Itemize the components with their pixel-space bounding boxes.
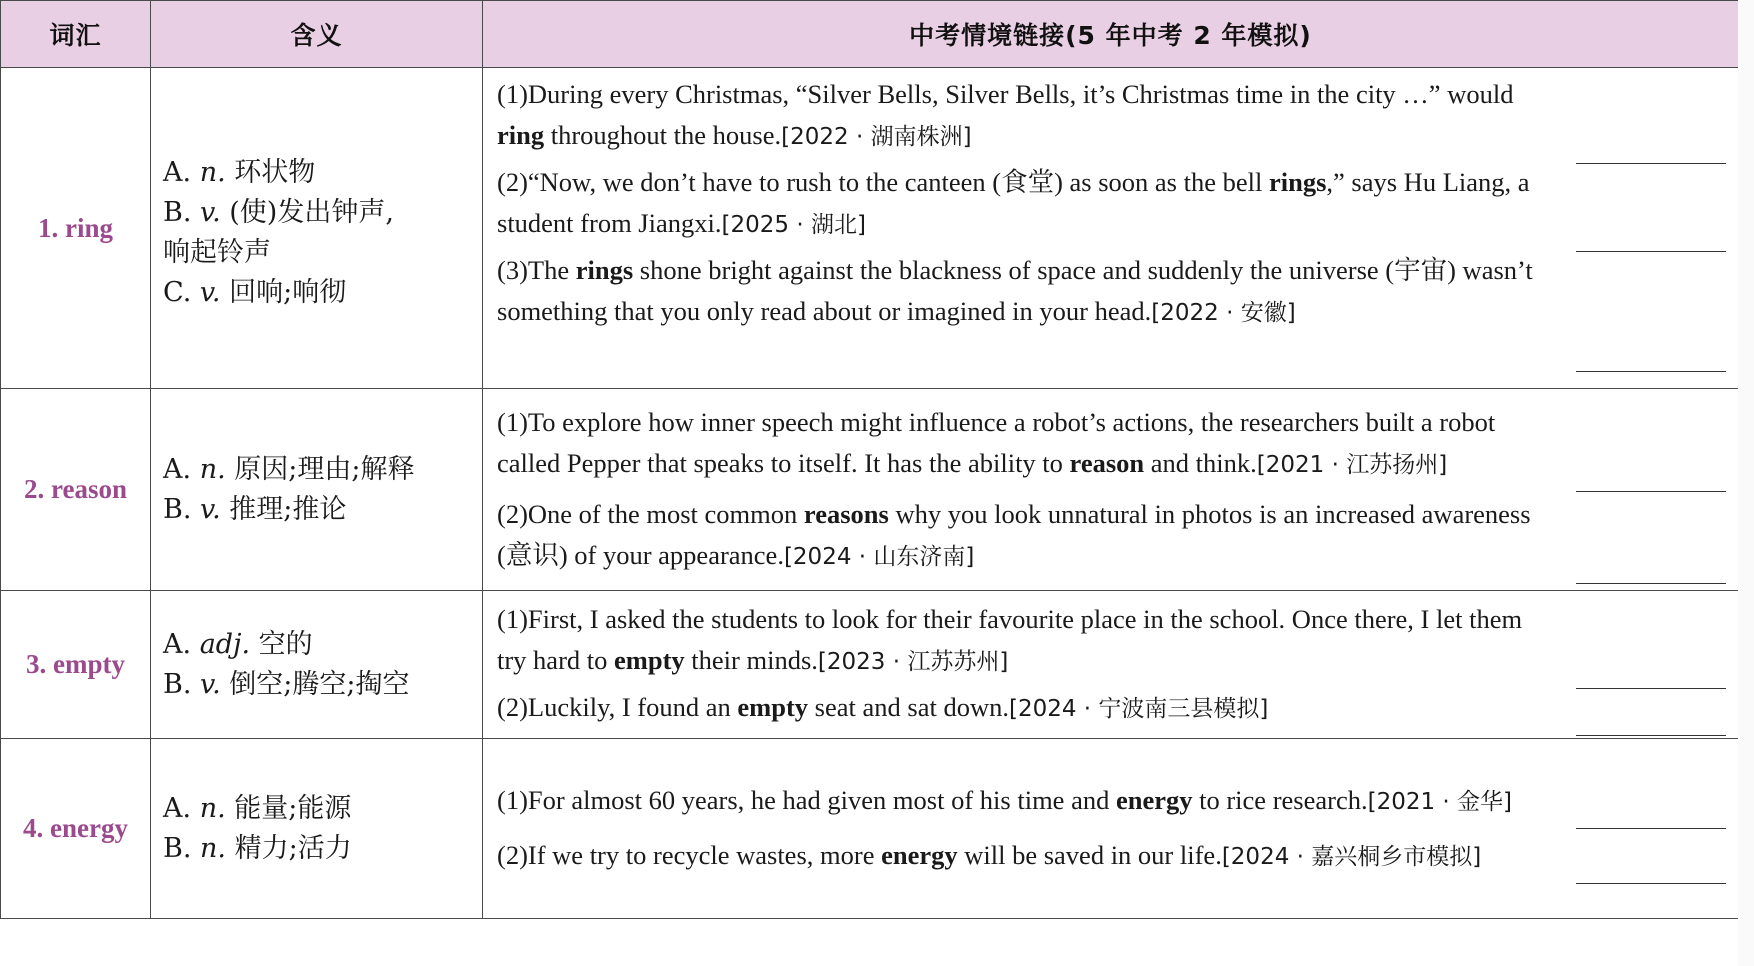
example-sentence: (3)The rings shone bright against the blackness of space and suddenly the universe (宇宙) wasn’t something that you only read about or imagined in your head.[2022 · 安徽]	[483, 250, 1738, 382]
examples-cell	[483, 739, 1739, 919]
answer-blank[interactable]	[1576, 491, 1726, 492]
meaning-line: A. n. 原因;理由;解释	[163, 453, 415, 485]
example-sentence: (1)During every Christmas, “Silver Bells, Silver Bells, it’s Christmas time in the city …” would ring throughout the house.[2022 · 湖南株洲]	[483, 74, 1738, 158]
example-sentence: (1)For almost 60 years, he had given most of his time and energy to rice research.[2021 · 金华]	[483, 780, 1738, 823]
header-meaning: 含义	[151, 1, 483, 68]
page-edge	[1738, 0, 1754, 966]
answer-blank[interactable]	[1576, 828, 1726, 829]
meaning-line: A. adj. 空的	[163, 628, 313, 660]
meaning-line: 响起铃声	[163, 236, 271, 268]
example-sentence: (2)One of the most common reasons why you look unnatural in photos is an increased awareness (意识) of your appearance.[2024 · 山东济南]	[483, 494, 1738, 578]
meaning-cell	[151, 68, 483, 389]
answer-blank[interactable]	[1576, 735, 1726, 736]
header-word: 词汇	[1, 1, 151, 68]
header-context: 中考情境链接(5 年中考 2 年模拟)	[483, 1, 1739, 68]
examples-cell	[483, 389, 1739, 591]
answer-blank[interactable]	[1576, 371, 1726, 372]
meaning-line: B. v. 推理;推论	[163, 493, 347, 525]
meaning-cell	[151, 739, 483, 919]
meaning-line: B. v. (使)发出钟声,	[163, 196, 394, 228]
meaning-cell	[151, 591, 483, 739]
vocab-row-empty	[1, 591, 1739, 739]
answer-blank[interactable]	[1576, 583, 1726, 584]
example-sentence: (2)Luckily, I found an empty seat and sat down.[2024 · 宁波南三县模拟]	[483, 687, 1738, 730]
meaning-line: C. v. 回响;响彻	[163, 276, 347, 308]
example-sentence: (2)“Now, we don’t have to rush to the canteen (食堂) as soon as the bell rings,” says Hu Liang, a student from Jiangxi.[2025 · 湖北]	[483, 162, 1738, 246]
meaning-line: A. n. 环状物	[163, 156, 316, 188]
header-row	[1, 1, 1739, 68]
vocab-row-energy	[1, 739, 1739, 919]
examples-cell	[483, 591, 1739, 739]
example-sentence: (1)First, I asked the students to look for their favourite place in the school. Once there, I let them try hard to empty their minds.[2023 · 江苏苏州]	[483, 599, 1738, 683]
meaning-line: B. v. 倒空;腾空;掏空	[163, 668, 410, 700]
vocab-row-reason	[1, 389, 1739, 591]
word-cell: 3. empty	[1, 591, 151, 739]
example-sentence: (2)If we try to recycle wastes, more energy will be saved in our life.[2024 · 嘉兴桐乡市模拟]	[483, 835, 1738, 878]
examples-cell	[483, 68, 1739, 389]
word-cell: 1. ring	[1, 68, 151, 389]
example-sentence: (1)To explore how inner speech might influence a robot’s actions, the researchers built a robot called Pepper that speaks to itself. It has the ability to reason and think.[2021 · 江苏扬州]	[483, 402, 1738, 486]
meaning-line: A. n. 能量;能源	[163, 792, 352, 824]
word-cell: 4. energy	[1, 739, 151, 919]
word-cell: 2. reason	[1, 389, 151, 591]
vocab-row-ring	[1, 68, 1739, 389]
answer-blank[interactable]	[1576, 883, 1726, 884]
meaning-cell	[151, 389, 483, 591]
meaning-line: B. n. 精力;活力	[163, 832, 352, 864]
